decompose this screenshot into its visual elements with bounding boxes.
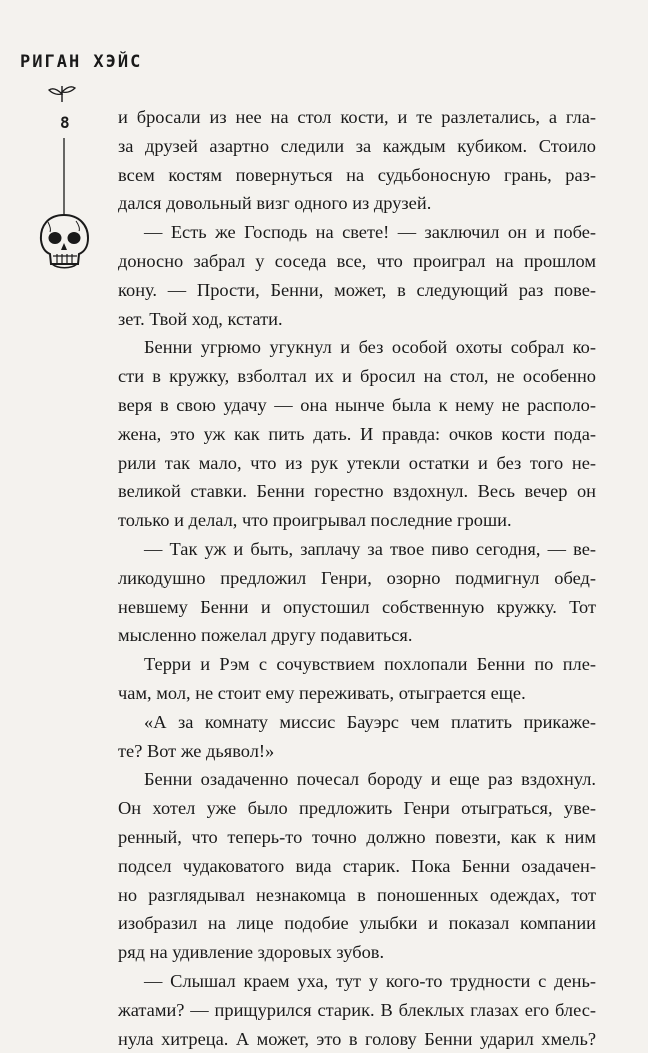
text-line: подсел чудаковатого вида старик. Пока Бенни озадачен- bbox=[118, 852, 596, 881]
hanging-skull-icon bbox=[18, 80, 108, 280]
text-line: невшему Бенни и опустошил собственную кружку. Тот bbox=[118, 593, 596, 622]
text-line: дался довольный визг одного из друзей. bbox=[118, 189, 596, 218]
text-line: Терри и Рэм с сочувствием похлопали Бенни по пле- bbox=[118, 650, 596, 679]
text-line: ренный, что теперь-то точно должно повезти, как к ним bbox=[118, 823, 596, 852]
text-line: Бенни озадаченно почесал бороду и еще раз вздохнул. bbox=[118, 765, 596, 794]
text-line: Он хотел уже было предложить Генри отыграться, уве- bbox=[118, 794, 596, 823]
text-line: доносно забрал у соседа все, что проиграл на прошлом bbox=[118, 247, 596, 276]
text-line: рили так мало, что из рук утекли остатки и без того не- bbox=[118, 449, 596, 478]
page-number: 8 bbox=[60, 113, 70, 132]
text-line: великой ставки. Бенни горестно вздохнул. Весь вечер он bbox=[118, 477, 596, 506]
text-line: ликодушно предложил Генри, озорно подмигнул обед- bbox=[118, 564, 596, 593]
text-line: веря в свою удачу — она нынче была к нему не располо- bbox=[118, 391, 596, 420]
text-line: чам, мол, не стоит ему переживать, отыграется еще. bbox=[118, 679, 596, 708]
text-line: жатами? — прищурился старик. В блеклых глазах его блес- bbox=[118, 996, 596, 1025]
text-line: зет. Твой ход, кстати. bbox=[118, 305, 596, 334]
text-line: сти в кружку, взболтал их и бросил на стол, не особенно bbox=[118, 362, 596, 391]
text-line: за друзей азартно следили за каждым кубиком. Стоило bbox=[118, 132, 596, 161]
text-line: но разглядывал незнакомца в поношенных одеждах, тот bbox=[118, 881, 596, 910]
text-line: те? Вот же дьявол!» bbox=[118, 737, 596, 766]
text-line: жена, это уж как пить дать. И правда: очков кости пода- bbox=[118, 420, 596, 449]
text-line: — Слышал краем уха, тут у кого-то трудности с день- bbox=[118, 967, 596, 996]
running-head: РИГАН ХЭЙС bbox=[20, 52, 142, 72]
body-text bbox=[118, 103, 596, 1053]
text-line: нула хитреца. А может, это в голову Бенни ударил хмель? bbox=[118, 1025, 596, 1053]
text-line: только и делал, что проигрывал последние гроши. bbox=[118, 506, 596, 535]
text-line: — Так уж и быть, заплачу за твое пиво сегодня, — ве- bbox=[118, 535, 596, 564]
text-line: — Есть же Господь на свете! — заключил он и побе- bbox=[118, 218, 596, 247]
text-line: Бенни угрюмо угукнул и без особой охоты собрал ко- bbox=[118, 333, 596, 362]
text-line: мысленно пожелал другу подавиться. bbox=[118, 621, 596, 650]
text-line: всем костям повернуться на судьбоносную грань, раз- bbox=[118, 161, 596, 190]
text-line: изобразил на лице подобие улыбки и показал компании bbox=[118, 909, 596, 938]
text-line: кону. — Прости, Бенни, может, в следующий раз пове- bbox=[118, 276, 596, 305]
text-line: «А за комнату миссис Бауэрс чем платить прикаже- bbox=[118, 708, 596, 737]
text-line: и бросали из нее на стол кости, и те разлетались, а гла- bbox=[118, 103, 596, 132]
text-line: ряд на удивление здоровых зубов. bbox=[118, 938, 596, 967]
